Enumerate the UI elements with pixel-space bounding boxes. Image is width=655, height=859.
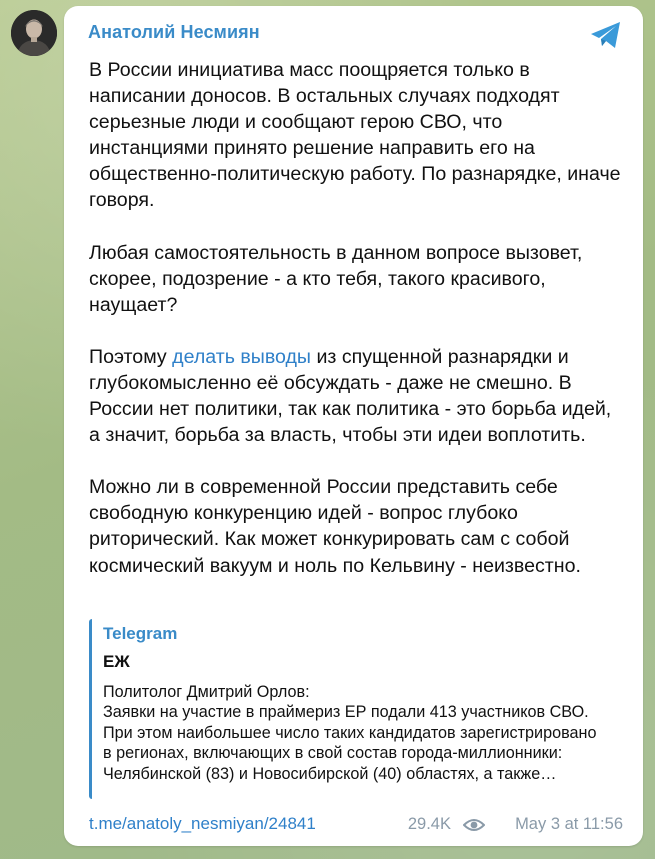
person-avatar-icon bbox=[11, 10, 57, 56]
paragraph-3-start: Поэтому bbox=[89, 345, 173, 368]
link-preview[interactable] bbox=[89, 619, 609, 799]
preview-description: Политолог Дмитрий Орлов: Заявки на участие в праймериз ЕР подали 413 участников СВО. При этом наибольшее число таких кандидатов зарегистрировано в регионах, включающих в свой состав города-миллионники: Челябинской (83) и Новосибирской (40) областях, а также… bbox=[103, 683, 597, 783]
paragraph-4: Можно ли в современной России представить себе свободную конкуренцию идей - вопрос глубоко риторический. Как может конкурировать сам с собой космический вакуум и ноль по Кельвину - неизвестно. bbox=[89, 476, 581, 577]
post-link[interactable]: t.me/anatoly_nesmiyan/24841 bbox=[89, 814, 316, 833]
eye-icon bbox=[463, 817, 485, 833]
paragraph-3 bbox=[89, 344, 624, 448]
paragraph-1: В России инициатива масс поощряется только в написании доносов. В остальных случаях подходят серьезные люди и сообщают герою СВО, что инстанциями принято решение направить его на общественно-политическую работу. По разнарядке, иначе говоря. bbox=[89, 59, 621, 212]
avatar[interactable] bbox=[11, 10, 57, 56]
author-name[interactable]: Анатолий Несмиян bbox=[88, 22, 260, 42]
preview-site-name: Telegram bbox=[103, 624, 178, 643]
post-date: May 3 at 11:56 bbox=[515, 815, 623, 833]
paragraph-2: Любая самостоятельность в данном вопросе вызовет, скорее, подозрение - а кто тебя, такого красивого, наущает? bbox=[89, 241, 583, 316]
telegram-send-icon[interactable] bbox=[589, 20, 623, 50]
inline-link-conclusions[interactable]: делать выводы bbox=[172, 345, 312, 368]
message-footer bbox=[89, 814, 623, 836]
post-text bbox=[89, 57, 624, 579]
preview-title: ЕЖ bbox=[103, 652, 130, 671]
paragraph-3-end: из спущенной разнарядки и глубокомысленно её обсуждать - даже не смешно. В России нет политики, так как политика - это борьба идей, а значит, борьба за власть, чтобы эти идеи воплотить. bbox=[89, 345, 612, 447]
message-bubble bbox=[64, 6, 643, 846]
view-count: 29.4K bbox=[407, 815, 451, 833]
